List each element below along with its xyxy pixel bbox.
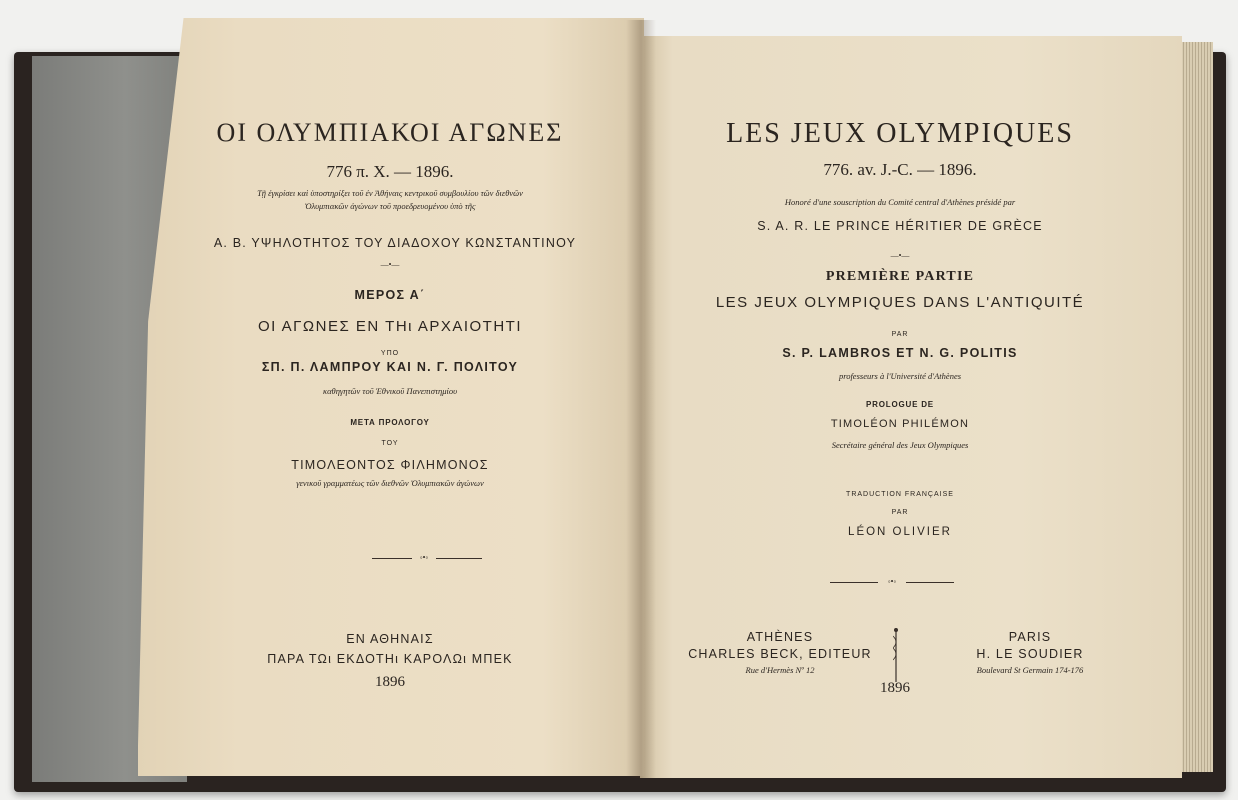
greek-imprint-city: ΕΝ ΑΘΗΝΑΙΣ: [346, 632, 434, 646]
greek-imprint-publisher: ΠΑΡΑ ΤΩι ΕΚΔΟΤΗι ΚΑΡΟΛΩι ΜΠΕΚ: [267, 652, 513, 666]
french-divider-ornament-2: ◦•◦: [887, 577, 897, 586]
greek-subscription-line1: Τῇ ἐγκρίσει καὶ ὑποστηρίξει τοῦ ἐν Ἀθήναις κεντρικοῦ συμβουλίου τῶν διεθνῶν: [257, 188, 523, 198]
french-authors-role: professeurs à l'Université d'Athènes: [838, 371, 962, 381]
greek-imprint-year: 1896: [375, 674, 405, 690]
french-imprint-paris-city: PARIS: [1008, 630, 1052, 644]
french-subscription: Honoré d'une souscription du Comité central d'Athènes présidé par: [784, 197, 1016, 207]
french-imprint-paris-address: Boulevard St Germain 174-176: [976, 665, 1084, 675]
french-bottom-rule-right: [906, 582, 954, 583]
french-imprint-athens-publisher: CHARLES BECK, EDITEUR: [688, 647, 872, 661]
french-imprint-paris-publisher: H. LE SOUDIER: [976, 647, 1084, 661]
greek-bottom-rule-left: [372, 558, 412, 559]
greek-prologue-by: ΤΟΥ: [381, 440, 399, 447]
french-title: LES JEUX OLYMPIQUES: [726, 118, 1074, 149]
french-imprint-paris: [920, 630, 1140, 675]
french-translator: LÉON OLIVIER: [848, 526, 952, 538]
french-divider-ornament-1: —•—: [890, 251, 910, 260]
french-part-title: LES JEUX OLYMPIQUES DANS L'ANTIQUITÉ: [715, 294, 1085, 311]
french-imprint-athens-address: Rue d'Hermès Nº 12: [745, 665, 815, 675]
french-imprint-athens-city: ATHÈNES: [746, 630, 814, 644]
french-imprint-athens: [680, 630, 880, 675]
caduceus-ornament-graphic: [893, 628, 899, 682]
greek-bottom-rule-right: [436, 558, 482, 559]
greek-subscription-line2: Ὀλυμπιακῶν ἀγώνων τοῦ προεδρευομένου ὑπὸ τῆς: [304, 201, 476, 211]
french-patron: S. A. R. LE PRINCE HÉRITIER DE GRÈCE: [757, 219, 1043, 233]
french-prologue-label: PROLOGUE DE: [866, 400, 934, 409]
greek-prologue-role: γενικοῦ γραμματέως τῶν διεθνῶν Ὀλυμπιακῶν ἀγώνων: [296, 478, 484, 488]
greek-authors-role: καθηγητῶν τοῦ Ἐθνικοῦ Πανεπιστημίου: [322, 386, 458, 396]
greek-part-title: ΟΙ ΑΓΩΝΕΣ ΕΝ ΤΗι ΑΡΧΑΙΟΤΗΤΙ: [257, 318, 522, 335]
french-translation-by: PAR: [891, 509, 909, 516]
french-imprint-year: 1896: [880, 680, 910, 696]
greek-by: ΥΠΟ: [380, 350, 400, 357]
caduceus-ornament: [893, 628, 899, 682]
greek-date-range: 776 π. Χ. — 1896.: [326, 162, 454, 181]
french-authors: S. P. LAMBROS ET N. G. POLITIS: [782, 346, 1018, 360]
greek-divider-ornament-2: ◦•◦: [419, 553, 429, 562]
french-prologue-author: TIMOLÉON PHILÉMON: [830, 418, 970, 430]
greek-part: ΜΕΡΟΣ Α΄: [354, 288, 426, 302]
french-by: PAR: [891, 331, 909, 338]
greek-divider-ornament-1: —•—: [380, 260, 400, 269]
french-translation-label: TRADUCTION FRANÇAISE: [846, 491, 954, 498]
french-part: PREMIÈRE PARTIE: [825, 269, 975, 284]
greek-patron: Α. Β. ΥΨΗΛΟΤΗΤΟΣ ΤΟΥ ΔΙΑΔΟΧΟΥ ΚΩΝΣΤΑΝΤΙΝΟΥ: [213, 236, 577, 250]
french-bottom-rule-left: [830, 582, 878, 583]
greek-authors: ΣΠ. Π. ΛΑΜΠΡΟΥ ΚΑΙ Ν. Γ. ΠΟΛΙΤΟΥ: [261, 360, 519, 374]
greek-title: ΟΙ ΟΛΥΜΠΙΑΚΟΙ ΑΓΩΝΕΣ: [216, 118, 564, 147]
french-prologue-role: Secrétaire général des Jeux Olympiques: [831, 440, 969, 450]
greek-prologue-author: ΤΙΜΟΛΕΟΝΤΟΣ ΦΙΛΗΜΟΝΟΣ: [291, 458, 489, 472]
greek-prologue-label: ΜΕΤΑ ΠΡΟΛΟΓΟΥ: [350, 418, 430, 427]
french-date-range: 776. av. J.-C. — 1896.: [823, 160, 977, 179]
